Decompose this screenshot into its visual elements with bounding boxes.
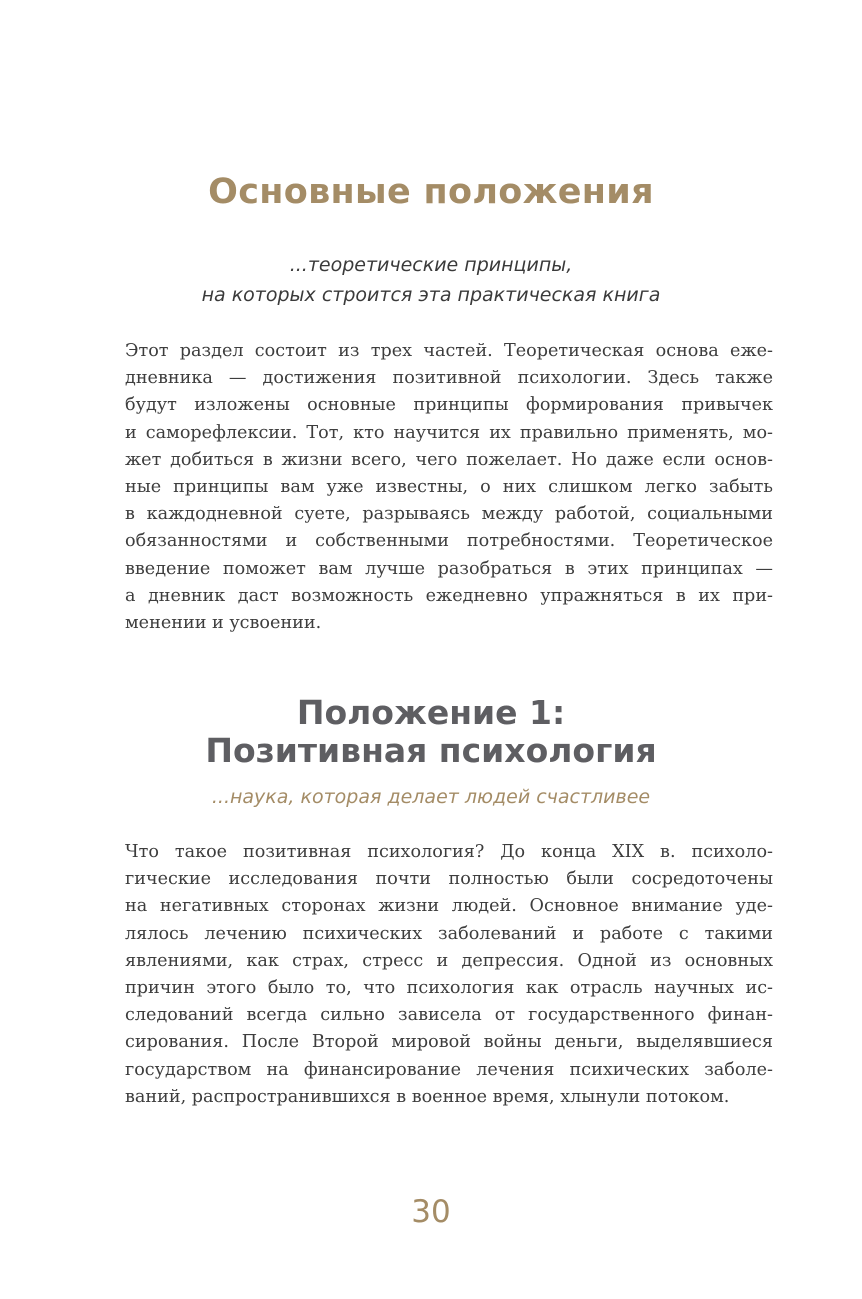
intro-line: менении и усвоении. [125,613,322,634]
section-line: лялось лечению психических заболеваний и работе с такими [125,923,773,944]
intro-paragraph [125,338,773,637]
intro-line: Этот раздел состоит из трех частей. Теоретическая основа еже- [125,341,773,361]
page-epigraph [0,250,862,310]
page-title: Основные положения [208,172,654,212]
intro-line: дневника — достижения позитивной психологии. Здесь также [125,368,773,389]
section-line: государством на финансирование лечения психических заболе- [125,1059,773,1080]
section-line: сирования. После Второй мировой войны деньги, выделявшиеся [125,1032,773,1053]
intro-line: ные принципы вам уже известны, о них слишком легко забыть [125,477,773,498]
intro-line: в каждодневной суете, разрываясь между работой, социальными [125,504,773,525]
page-number: 30 [411,1194,451,1230]
intro-line: жет добиться в жизни всего, чего пожелает. Но даже если основ- [125,449,773,470]
intro-line: будут изложены основные принципы формирования привычек [125,395,773,416]
section-line: причин этого было то, что психология как отрасль научных ис- [125,978,773,999]
intro-line: введение поможет вам лучше разобраться в этих принципах — [125,558,773,579]
intro-line: и саморефлексии. Тот, кто научится их правильно применять, мо- [125,422,773,443]
section-line: явлениями, как страх, стресс и депрессия. Одной из основных [125,950,773,971]
epigraph-line-2: на которых строится эта практическая книга [201,284,661,306]
section-line: на негативных сторонах жизни людей. Основное внимание уде- [125,896,773,917]
section-heading-line-1: Положение 1: [296,693,566,732]
section-line: гические исследования почти полностью были сосредоточены [125,869,773,890]
section-heading-line-2: Позитивная психология [205,731,657,770]
section-line: следований всегда сильно зависела от государственного финан- [125,1005,773,1026]
section-paragraph [125,839,773,1111]
section-heading [0,694,862,770]
section-line: ваний, распространившихся в военное время, хлынули потоком. [125,1086,730,1107]
intro-line: а дневник даст возможность ежедневно упражняться в их при- [125,585,773,606]
section-line: Что такое позитивная психология? До конца XIX в. психоло- [125,842,773,862]
intro-line: обязанностями и собственными потребностями. Теоретическое [125,531,773,552]
section-epigraph: ...наука, которая делает людей счастливее [211,786,651,808]
epigraph-line-1: ...теоретические принципы, [289,254,573,276]
